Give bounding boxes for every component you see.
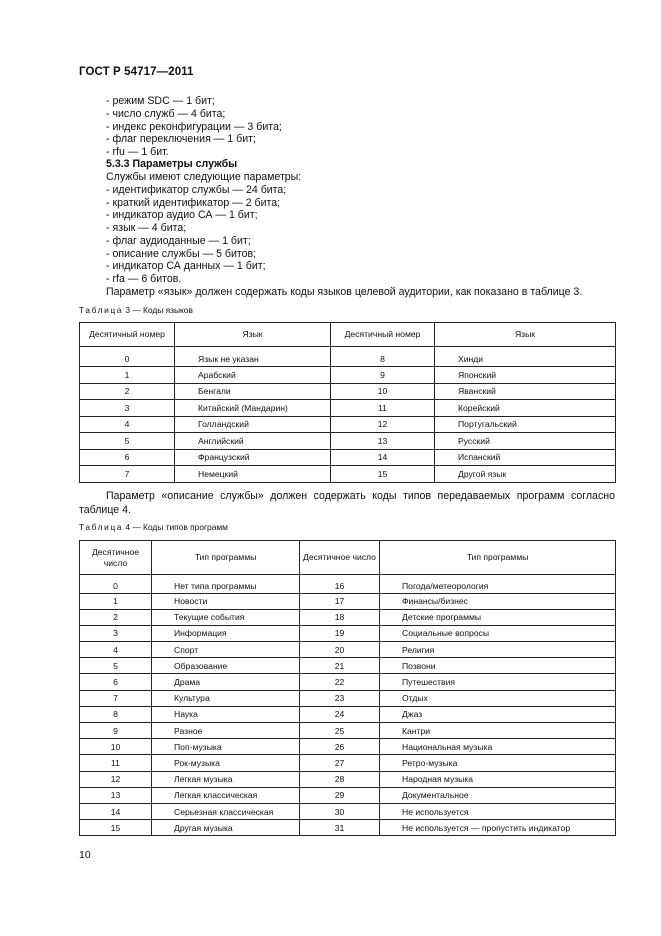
table-cell: Легкая музыка: [152, 771, 300, 787]
table-row: [80, 755, 616, 771]
table-row: [80, 400, 616, 417]
table-row: [80, 383, 616, 400]
table-row: [80, 803, 616, 819]
table-cell: 31: [300, 820, 380, 836]
table-cell: Драма: [152, 674, 300, 690]
table-cell: Бенгали: [175, 383, 331, 400]
table-cell: 0: [80, 575, 152, 594]
table-cell: 1: [80, 367, 175, 384]
table-cell: 16: [300, 575, 380, 594]
table-cell: 11: [80, 755, 152, 771]
table-cell: 2: [80, 609, 152, 625]
table-cell: Национальная музыка: [380, 739, 616, 755]
table-cell: Ретро-музыка: [380, 755, 616, 771]
table-cell: Разное: [152, 723, 300, 739]
table-cell: 6: [80, 449, 175, 466]
service-line: - краткий идентификатор — 2 бита;: [106, 197, 281, 209]
table4-caption: [79, 522, 228, 532]
table-cell: 7: [80, 690, 152, 706]
table3-caption: [79, 305, 193, 315]
table-row: [80, 771, 616, 787]
table4-caption-prefix: Таблица: [79, 522, 124, 532]
service-line: - индикатор аудио СА — 1 бит;: [106, 209, 258, 221]
list-line: - число служб — 4 бита;: [106, 108, 226, 120]
table-row: [80, 347, 616, 367]
table-cell: 19: [300, 625, 380, 641]
table3-header-cell: Десятичный номер: [80, 323, 175, 347]
table-cell: 13: [80, 787, 152, 803]
table-cell: 8: [80, 706, 152, 722]
table-row: [80, 723, 616, 739]
table4-header-cell: Десятичное число: [80, 541, 152, 575]
table-cell: 30: [300, 803, 380, 819]
service-line: Службы имеют следующие параметры:: [106, 171, 302, 183]
paragraph-table4-intro: Параметр «описание службы» должен содержать коды типов передаваемых программ согласно таблице 4.: [79, 490, 615, 516]
service-line: - флаг аудиоданные — 1 бит;: [106, 235, 251, 247]
table-cell: Поп-музыка: [152, 739, 300, 755]
table-cell: Путешествия: [380, 674, 616, 690]
table-row: [80, 449, 616, 466]
table-cell: 26: [300, 739, 380, 755]
section-heading: 5.3.3 Параметры службы: [106, 158, 238, 170]
table-cell: 15: [331, 466, 435, 483]
table4-header-cell: Тип программы: [380, 541, 616, 575]
table-row: [80, 820, 616, 836]
table-cell: 4: [80, 416, 175, 433]
table-cell: Новости: [152, 593, 300, 609]
table4-header-cell: Тип программы: [152, 541, 300, 575]
table-cell: 17: [300, 593, 380, 609]
table-cell: Корейский: [435, 400, 616, 417]
table-cell: Яванский: [435, 383, 616, 400]
table4-caption-text: 4 — Коды типов программ: [123, 522, 228, 532]
service-line: - описание службы — 5 битов;: [106, 248, 257, 260]
service-line: Параметр «язык» должен содержать коды языков целевой аудитории, как показано в таблице 3.: [106, 286, 583, 298]
table-row: [80, 706, 616, 722]
table-cell: 28: [300, 771, 380, 787]
table-cell: 14: [331, 449, 435, 466]
table-cell: 9: [80, 723, 152, 739]
table-cell: Немецкий: [175, 466, 331, 483]
table-cell: Финансы/бизнес: [380, 593, 616, 609]
table-cell: Голландский: [175, 416, 331, 433]
table-cell: Спорт: [152, 642, 300, 658]
table-cell: Язык не указан: [175, 347, 331, 367]
table-cell: Русский: [435, 433, 616, 450]
table-row: [80, 658, 616, 674]
table-cell: Джаз: [380, 706, 616, 722]
table-cell: 3: [80, 625, 152, 641]
table-cell: 25: [300, 723, 380, 739]
table-cell: Отдых: [380, 690, 616, 706]
table-cell: Текущие события: [152, 609, 300, 625]
table-cell: Испанский: [435, 449, 616, 466]
table-cell: Позвони: [380, 658, 616, 674]
table-cell: Легкая классическая: [152, 787, 300, 803]
table-cell: 29: [300, 787, 380, 803]
table3-header-cell: Язык: [435, 323, 616, 347]
table-row: [80, 642, 616, 658]
table-cell: Нет типа программы: [152, 575, 300, 594]
table-cell: 5: [80, 658, 152, 674]
table-cell: 4: [80, 642, 152, 658]
table-row: [80, 787, 616, 803]
table-cell: Наука: [152, 706, 300, 722]
table-cell: 15: [80, 820, 152, 836]
table-cell: Информация: [152, 625, 300, 641]
table-cell: Арабский: [175, 367, 331, 384]
table-cell: Культура: [152, 690, 300, 706]
table-cell: Французский: [175, 449, 331, 466]
table4: [79, 540, 616, 836]
table-cell: 10: [331, 383, 435, 400]
table3-caption-text: 3 — Коды языков: [123, 305, 193, 315]
list-line: - флаг переключения — 1 бит;: [106, 133, 256, 145]
table-cell: 23: [300, 690, 380, 706]
table-cell: 13: [331, 433, 435, 450]
table-cell: 6: [80, 674, 152, 690]
table-cell: 10: [80, 739, 152, 755]
list-line: - индекс реконфигурации — 3 бита;: [106, 121, 282, 133]
table-cell: 9: [331, 367, 435, 384]
table3-header-cell: Язык: [175, 323, 331, 347]
table3-caption-prefix: Таблица: [79, 305, 124, 315]
table-cell: 5: [80, 433, 175, 450]
table-row: [80, 674, 616, 690]
table-cell: 21: [300, 658, 380, 674]
table-row: [80, 609, 616, 625]
table-cell: Рок-музыка: [152, 755, 300, 771]
table-cell: 1: [80, 593, 152, 609]
table-cell: 22: [300, 674, 380, 690]
table-cell: 12: [331, 416, 435, 433]
table-row: [80, 690, 616, 706]
table3-header-cell: Десятичный номер: [331, 323, 435, 347]
table-cell: 14: [80, 803, 152, 819]
table-cell: 11: [331, 400, 435, 417]
service-line: - идентификатор службы — 24 бита;: [106, 184, 287, 196]
table-row: [80, 367, 616, 384]
table-cell: 8: [331, 347, 435, 367]
table-row: [80, 433, 616, 450]
table-cell: 24: [300, 706, 380, 722]
table3: [79, 322, 616, 483]
table-cell: Португальский: [435, 416, 616, 433]
table-cell: Хинди: [435, 347, 616, 367]
table-cell: 27: [300, 755, 380, 771]
table-cell: 18: [300, 609, 380, 625]
table-cell: 12: [80, 771, 152, 787]
table-cell: 3: [80, 400, 175, 417]
table-row: [80, 466, 616, 483]
table-cell: Английский: [175, 433, 331, 450]
service-line: - индикатор СА данных — 1 бит;: [106, 260, 266, 272]
table-cell: Погода/метеорология: [380, 575, 616, 594]
table-cell: Другая музыка: [152, 820, 300, 836]
table-row: [80, 575, 616, 594]
table-cell: Образование: [152, 658, 300, 674]
list-line: - режим SDC — 1 бит;: [106, 95, 215, 107]
table-cell: Детские программы: [380, 609, 616, 625]
table-cell: Не используется: [380, 803, 616, 819]
table-cell: 0: [80, 347, 175, 367]
list-line: - rfu — 1 бит.: [106, 146, 169, 158]
table4-header-cell: Десятичное число: [300, 541, 380, 575]
table-cell: Народная музыка: [380, 771, 616, 787]
table-row: [80, 625, 616, 641]
service-line: - rfa — 6 битов.: [106, 273, 182, 285]
table-cell: Не используется — пропустить индикатор: [380, 820, 616, 836]
table-cell: 7: [80, 466, 175, 483]
table-cell: Китайский (Мандарин): [175, 400, 331, 417]
table-cell: 20: [300, 642, 380, 658]
table-cell: Документальное: [380, 787, 616, 803]
table-cell: Религия: [380, 642, 616, 658]
table-row: [80, 593, 616, 609]
table-cell: Японский: [435, 367, 616, 384]
table-cell: Кантри: [380, 723, 616, 739]
table-cell: 2: [80, 383, 175, 400]
service-line: - язык — 4 бита;: [106, 222, 187, 234]
table-cell: Другой язык: [435, 466, 616, 483]
document-header: ГОСТ Р 54717—2011: [79, 66, 194, 78]
table-cell: Социальные вопросы: [380, 625, 616, 641]
table-row: [80, 739, 616, 755]
page-number: 10: [79, 849, 91, 861]
table-cell: Серьезная классическая: [152, 803, 300, 819]
table-row: [80, 416, 616, 433]
